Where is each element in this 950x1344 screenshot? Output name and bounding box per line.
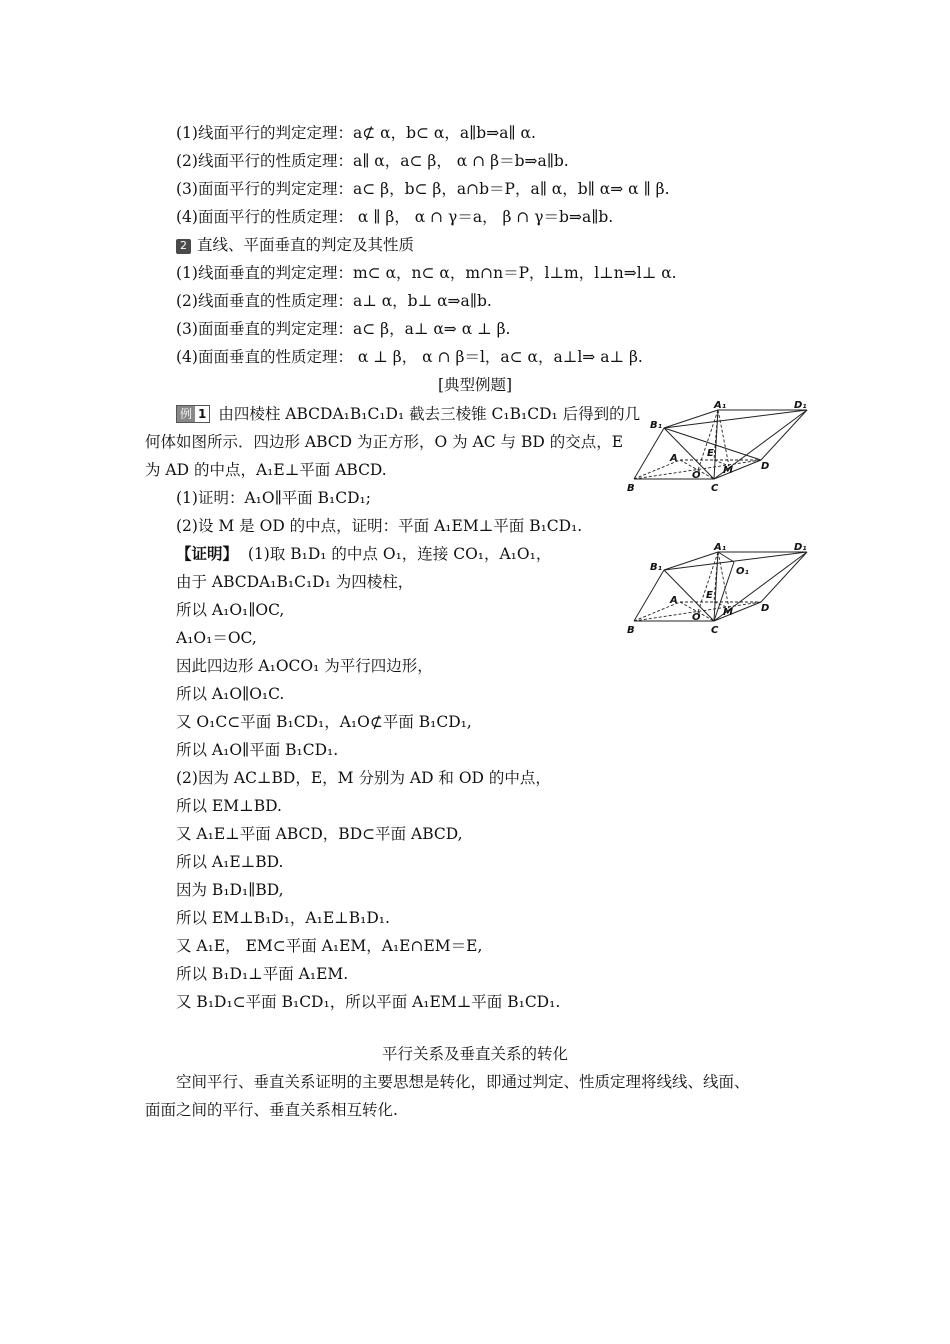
proof-line: 所以 EM⊥BD.: [176, 797, 282, 815]
label-A1: A₁: [714, 542, 727, 553]
label-B1: B₁: [650, 420, 663, 431]
typical-examples-heading: [典型例题]: [437, 376, 513, 394]
perp-theorem-1: (1)线面垂直的判定定理：m⊂ α，n⊂ α，m∩n＝P，l⊥m，l⊥n⇒l⊥ α.: [176, 264, 677, 282]
label-M: M: [723, 607, 733, 618]
label-E: E: [706, 590, 713, 601]
label-B: B: [627, 483, 635, 494]
section-title: 直线、平面垂直的判定及其性质: [197, 236, 415, 254]
label-B: B: [627, 625, 635, 636]
transform-section-title: 平行关系及垂直关系的转化: [381, 1045, 568, 1063]
geometry-figure-1: [622, 398, 812, 496]
label-O: O: [692, 470, 701, 481]
proof-line: 由于 ABCDA₁B₁C₁D₁ 为四棱柱，: [176, 573, 414, 591]
example-stem-line-1: 例 1 由四棱柱 ABCDA₁B₁C₁D₁ 截去三棱锥 C₁B₁CD₁ 后得到的几: [176, 404, 640, 424]
perp-theorem-3: (3)面面垂直的判定定理：a⊂ β，a⊥ α⇒ α ⊥ β.: [176, 320, 511, 338]
parallel-theorem-4: (4)面面平行的性质定理： α ∥ β， α ∩ γ＝a， β ∩ γ＝b⇒a∥b.: [176, 208, 614, 226]
section-heading: [176, 235, 414, 255]
proof-line: 所以 A₁O₁∥OC,: [176, 601, 285, 619]
question-2: (2)设 M 是 OD 的中点，证明：平面 A₁EM⊥平面 B₁CD₁.: [176, 517, 583, 535]
perp-theorem-2: (2)线面垂直的性质定理：a⊥ α，b⊥ α⇒a∥b.: [176, 292, 492, 310]
label-A: A: [670, 595, 678, 606]
proof-line: 所以 A₁E⊥BD.: [176, 853, 284, 871]
proof-line: 又 B₁D₁⊂平面 B₁CD₁，所以平面 A₁EM⊥平面 B₁CD₁.: [176, 993, 561, 1011]
proof-line: (2)因为 AC⊥BD，E，M 分别为 AD 和 OD 的中点，: [176, 769, 551, 787]
label-D1: D₁: [794, 542, 807, 553]
proof-label: 【证明】: [176, 544, 239, 563]
perp-theorem-4: (4)面面垂直的性质定理： α ⊥ β， α ∩ β＝l，a⊂ α，a⊥l⇒ a⊥ β.: [176, 348, 643, 366]
proof-line: A₁O₁＝OC,: [176, 629, 257, 647]
label-D1: D₁: [794, 400, 807, 411]
label-E: E: [707, 448, 714, 459]
proof-line: 所以 EM⊥B₁D₁，A₁E⊥B₁D₁.: [176, 909, 390, 927]
geometry-figure-2: [622, 540, 812, 638]
proof-line: 所以 A₁O∥O₁C.: [176, 685, 285, 703]
proof-line: 因此四边形 A₁OCO₁ 为平行四边形，: [176, 657, 433, 675]
label-D: D: [761, 603, 770, 614]
example-stem-line-2: 何体如图所示．四边形 ABCD 为正方形，O 为 AC 与 BD 的交点，E: [145, 433, 624, 451]
proof-first-line: 【证明】 (1)取 B₁D₁ 的中点 O₁，连接 CO₁，A₁O₁，: [176, 544, 552, 563]
proof-line: 因为 B₁D₁∥BD,: [176, 881, 284, 899]
section-number-badge: 2: [176, 239, 191, 254]
label-A: A: [670, 453, 678, 464]
label-B1: B₁: [650, 562, 663, 573]
label-D: D: [761, 461, 770, 472]
question-1: (1)证明：A₁O∥平面 B₁CD₁;: [176, 489, 371, 507]
proof-line: 所以 A₁O∥平面 B₁CD₁.: [176, 741, 339, 759]
label-C: C: [711, 625, 719, 636]
transform-paragraph-line-1: 空间平行、垂直关系证明的主要思想是转化，即通过判定、性质定理将线线、线面、: [176, 1073, 750, 1091]
proof-line: 又 O₁C⊂平面 B₁CD₁，A₁O⊄平面 B₁CD₁,: [176, 713, 472, 731]
label-M: M: [723, 465, 733, 476]
example-badge: 例 1: [176, 405, 210, 423]
parallel-theorem-1: (1)线面平行的判定定理：a⊄ α，b⊂ α，a∥b⇒a∥ α.: [176, 124, 536, 142]
proof-line: 又 A₁E， EM⊂平面 A₁EM，A₁E∩EM＝E,: [176, 937, 483, 955]
example-stem-line-3: 为 AD 的中点，A₁E⊥平面 ABCD.: [145, 461, 387, 479]
parallel-theorem-2: (2)线面平行的性质定理：a∥ α，a⊂ β， α ∩ β＝b⇒a∥b.: [176, 152, 569, 170]
label-C: C: [711, 483, 719, 494]
label-O1: O₁: [736, 566, 749, 577]
proof-line: 又 A₁E⊥平面 ABCD，BD⊂平面 ABCD,: [176, 825, 463, 843]
label-O: O: [692, 612, 701, 623]
transform-paragraph-line-2: 面面之间的平行、垂直关系相互转化.: [145, 1101, 398, 1119]
proof-line: 所以 B₁D₁⊥平面 A₁EM.: [176, 965, 349, 983]
parallel-theorem-3: (3)面面平行的判定定理：a⊂ β，b⊂ β，a∩b＝P，a∥ α，b∥ α⇒ α ∥ β.: [176, 180, 670, 198]
label-A1: A₁: [714, 400, 727, 411]
